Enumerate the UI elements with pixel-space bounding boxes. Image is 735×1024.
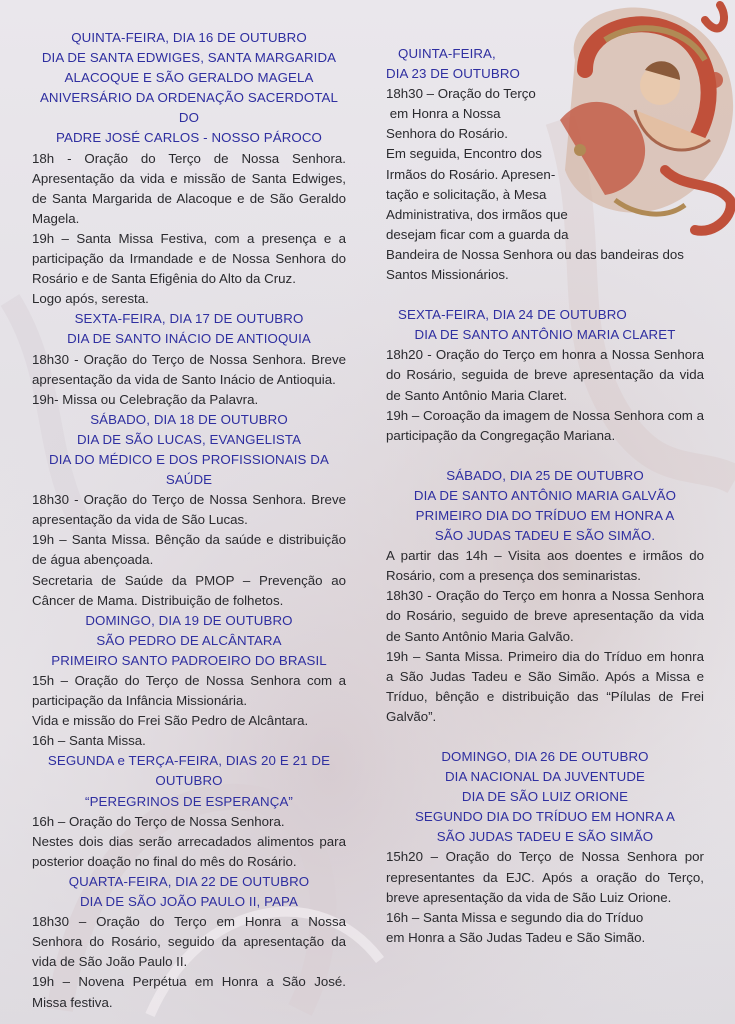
section-heading: SÁBADO, DIA 18 DE OUTUBRO (90, 411, 288, 427)
schedule-item: 18h - Oração do Terço de Nossa Senhora. Apresentação da vida e missão de Santa Edwiges, de Santa Margarida de Alacoque e de São Geraldo Magela. (32, 150, 346, 226)
schedule-item: em Honra a São Judas Tadeu e São Simão. (386, 929, 646, 945)
section-heading: ALACOQUE E SÃO GERALDO MAGELA (64, 70, 314, 86)
section-heading: SEXTA-FEIRA, DIA 24 DE OUTUBRO (398, 307, 627, 323)
section-heading: SEGUNDO DIA DO TRÍDUO EM HONRA A (414, 809, 676, 825)
section-heading: QUINTA-FEIRA, DIA 16 DE OUTUBRO (71, 30, 307, 45)
section-heading: SÁBADO, DIA 25 DE OUTUBRO (446, 467, 644, 483)
section-heading: “PEREGRINOS DE ESPERANÇA” (85, 793, 293, 809)
section-heading: PRIMEIRO DIA DO TRÍDUO EM HONRA A (415, 507, 675, 523)
schedule-item: 16h – Oração do Terço de Nossa Senhora. (32, 813, 285, 829)
section-heading: DIA DE SANTO ANTÔNIO MARIA CLARET (414, 327, 676, 343)
schedule-item: 19h – Santa Missa. Primeiro dia do Tríduo em honra a São Judas Tadeu e São Simão. Após a Missa e Tríduo, bênção e distribuição das “Pílulas de Frei Galvão”. (386, 648, 704, 724)
section-heading: DIA DO MÉDICO E DOS PROFISSIONAIS DA SAÚDE (49, 451, 329, 488)
schedule-line: Administrativa, dos irmãos que (386, 206, 568, 222)
schedule-saturday-25 (386, 466, 704, 727)
schedule-line: Senhora do Rosário. (386, 126, 508, 142)
section-heading: PADRE JOSÉ CARLOS - NOSSO PÁROCO (56, 130, 322, 146)
schedule-item: Logo após, seresta. (32, 291, 149, 307)
section-heading: SÃO JUDAS TADEU E SÃO SIMÃO (436, 829, 654, 845)
section-heading: DOMINGO, DIA 19 DE OUTUBRO (85, 612, 293, 628)
section-heading: DIA DE SANTO ANTÔNIO MARIA GALVÃO (413, 487, 677, 503)
section-heading: DIA DE SANTA EDWIGES, SANTA MARGARIDA (41, 50, 337, 66)
section-heading: SEXTA-FEIRA, DIA 17 DE OUTUBRO (74, 311, 304, 327)
schedule-item: A partir das 14h – Visita aos doentes e irmãos do Rosário, com a presença dos seminaristas. (386, 548, 704, 584)
schedule-sunday-19 (32, 611, 346, 752)
schedule-line: Santos Missionários. (386, 267, 509, 283)
section-heading: ANIVERSÁRIO DA ORDENAÇÃO SACERDOTAL DO (39, 90, 339, 126)
left-column (32, 28, 346, 1013)
section-heading: DIA DE SANTO INÁCIO DE ANTIOQUIA (67, 331, 311, 347)
section-heading: PRIMEIRO SANTO PADROEIRO DO BRASIL (51, 652, 327, 668)
section-heading: QUARTA-FEIRA, DIA 22 DE OUTUBRO (68, 873, 310, 889)
schedule-item: 19h – Coroação da imagem de Nossa Senhora com a participação da Congregação Mariana. (386, 407, 704, 443)
schedule-friday-24 (386, 305, 704, 446)
section-heading: OUTUBRO (155, 773, 223, 789)
schedule-item: Vida e missão do Frei São Pedro de Alcântara. (32, 713, 309, 729)
schedule-item: 16h – Santa Missa e segundo dia do Tríduo (386, 909, 644, 925)
schedule-item: 18h30 - Oração do Terço de Nossa Senhora. Breve apresentação da vida de Santo Inácio de Antioquia. (32, 351, 346, 387)
schedule-friday-17 (32, 309, 346, 409)
section-heading: DIA DE SÃO JOÃO PAULO II, PAPA (79, 894, 299, 910)
section-heading: SEGUNDA e TERÇA-FEIRA, DIAS 20 E 21 DE (47, 753, 331, 769)
schedule-line: tação e solicitação, à Mesa (386, 186, 547, 202)
section-heading: DOMINGO, DIA 26 DE OUTUBRO (441, 749, 649, 764)
schedule-item: 18h30 - Oração do Terço de Nossa Senhora. Breve apresentação da vida de São Lucas. (32, 492, 346, 528)
section-heading: QUINTA-FEIRA, (398, 46, 496, 61)
schedule-thursday-16 (32, 28, 346, 309)
schedule-item: Secretaria de Saúde da PMOP – Prevenção ao Câncer de Mama. Distribuição de folhetos. (32, 572, 346, 608)
section-heading: SÃO PEDRO DE ALCÂNTARA (96, 632, 282, 648)
right-column (386, 44, 704, 948)
schedule-line: 18h30 – Oração do Terço (386, 86, 536, 102)
section-heading: SÃO JUDAS TADEU E SÃO SIMÃO. (434, 528, 656, 544)
schedule-line: Bandeira de Nossa Senhora ou das bandeiras dos (386, 246, 684, 262)
schedule-line: Em seguida, Encontro dos (386, 146, 542, 162)
schedule-item: 16h – Santa Missa. (32, 733, 146, 749)
section-heading: DIA NACIONAL DA JUVENTUDE (444, 769, 646, 785)
schedule-item: 19h- Missa ou Celebração da Palavra. (32, 391, 259, 407)
schedule-item: 18h30 – Oração do Terço em Honra a Nossa Senhora do Rosário, seguido da apresentação da vida de São João Paulo II. (32, 914, 346, 970)
schedule-item: 19h – Novena Perpétua em Honra a São José. Missa festiva. (32, 974, 346, 1010)
schedule-item: 15h – Oração do Terço de Nossa Senhora com a participação da Infância Missionária. (32, 673, 346, 709)
schedule-monday-tuesday-20-21 (32, 751, 346, 872)
schedule-thursday-23 (386, 44, 704, 285)
schedule-item: 19h – Santa Missa Festiva, com a presença e a participação da Irmandade e de Nossa Senhora do Rosário e de Santa Efigênia do Alto da Cruz. (32, 230, 346, 287)
schedule-line: Irmãos do Rosário. Apresen- (386, 166, 556, 182)
schedule-item: 15h20 – Oração do Terço de Nossa Senhora por representantes da EJC. Após a oração do Terço, breve apresentação da vida de São Luiz Orione. (386, 849, 704, 905)
schedule-item: Nestes dois dias serão arrecadados alimentos para posterior doação no final do mês do Rosário. (32, 833, 346, 869)
section-heading: DIA DE SÃO LUCAS, EVANGELISTA (76, 431, 302, 447)
section-heading: DIA 23 DE OUTUBRO (386, 66, 520, 82)
schedule-line: desejam ficar com a guarda da (386, 226, 569, 242)
schedule-item: 19h – Santa Missa. Bênção da saúde e distribuição de água abençoada. (32, 532, 346, 568)
schedule-line: em Honra a Nossa (386, 106, 501, 122)
schedule-saturday-18 (32, 410, 346, 611)
section-heading: DIA DE SÃO LUIZ ORIONE (461, 789, 629, 805)
schedule-item: 18h30 - Oração do Terço em honra a Nossa Senhora do Rosário, seguido de breve apresentação da vida de Santo Antônio Maria Galvão. (386, 588, 704, 644)
schedule-sunday-26 (386, 747, 704, 948)
schedule-item: 18h20 - Oração do Terço em honra a Nossa Senhora do Rosário, seguida de breve apresentação da vida de Santo Antônio Maria Claret. (386, 347, 704, 403)
schedule-wednesday-22 (32, 872, 346, 1013)
